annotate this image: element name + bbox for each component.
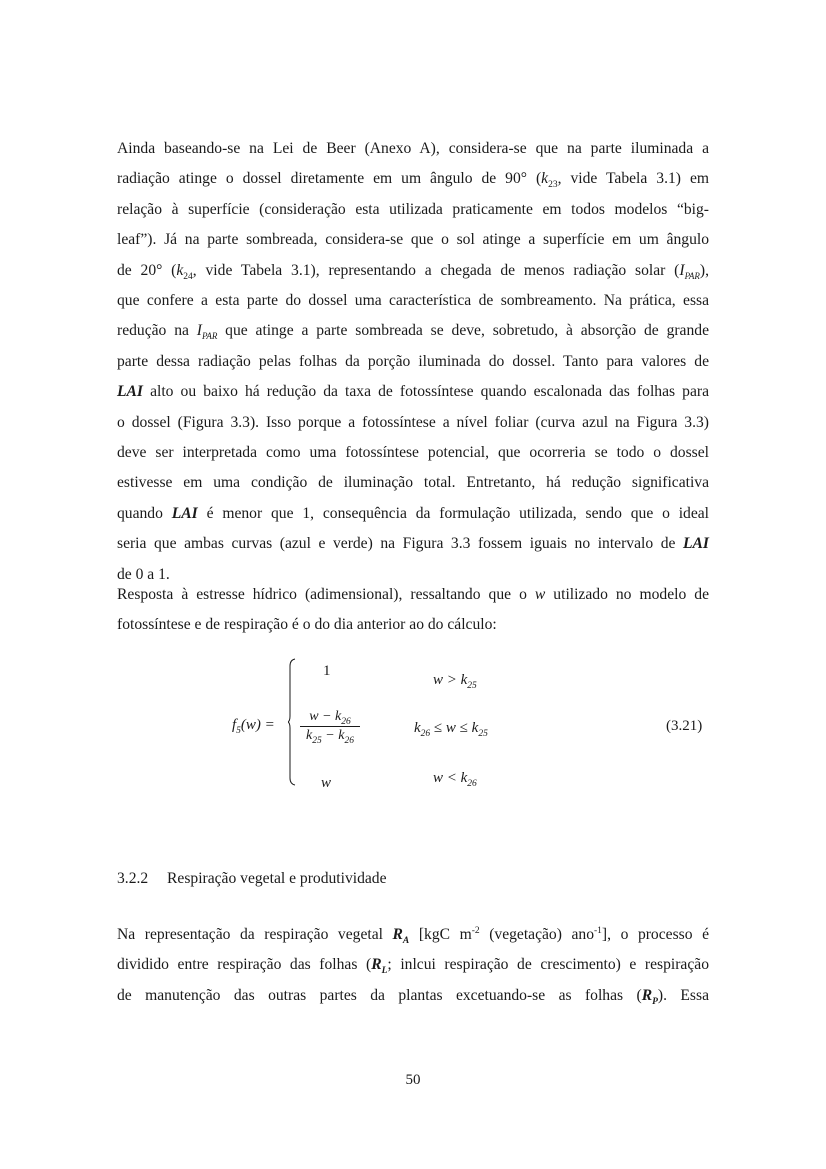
fraction-numerator xyxy=(300,709,360,727)
text-run: seria que ambas curvas (azul e verde) na Figura 3.3 fossem iguais no intervalo de xyxy=(117,535,683,553)
text-line xyxy=(117,580,709,610)
text-line xyxy=(117,920,709,950)
subscript: 25 xyxy=(312,735,322,746)
text-run: ≤ w ≤ k xyxy=(430,720,479,736)
text-run: deve ser interpretada como uma fotossíntese potencial, que ocorreria se todo o dossel xyxy=(117,444,709,462)
superscript: -2 xyxy=(471,925,480,936)
var-I: I xyxy=(196,322,202,340)
text-run: é menor que 1, consequência da formulação utilizada, sendo que o ideal xyxy=(197,504,710,522)
superscript: -1 xyxy=(594,925,602,936)
subscript: P xyxy=(652,996,658,1007)
subscript: 26 xyxy=(467,779,477,789)
section-number: 3.2.2 xyxy=(117,870,149,887)
text-run: k xyxy=(414,720,421,736)
text-line xyxy=(117,316,709,346)
var-LAI: LAI xyxy=(171,504,198,522)
text-run: alto ou baixo há redução da taxa de fotossíntese quando escalonada das folhas para xyxy=(143,383,709,401)
text-run: de 0 a 1. xyxy=(117,565,170,583)
text-run: ), xyxy=(699,261,709,279)
case1-condition xyxy=(433,672,477,689)
text-run: que confere a esta parte do dossel uma característica de sombreamento. Na prática, essa xyxy=(117,292,709,310)
text-run: parte dessa radiação pelas folhas da porção iluminada do dossel. Tanto para valores de xyxy=(117,352,709,370)
text-run: dividido entre respiração das folhas ( xyxy=(117,956,372,974)
text-run: quando xyxy=(117,504,172,522)
text-line xyxy=(117,468,709,498)
var-R: R xyxy=(371,956,382,974)
equation-3-21 xyxy=(0,650,826,800)
case2-condition xyxy=(414,720,488,737)
var-I: I xyxy=(679,261,685,279)
paragraph-water-stress xyxy=(117,580,709,641)
text-run: w − k xyxy=(309,709,342,724)
text-line xyxy=(117,438,709,468)
text-run: Na representação da respiração vegetal xyxy=(117,926,393,943)
subscript: 24 xyxy=(183,271,193,282)
text-run: Ainda baseando-se na Lei de Beer (Anexo A), considera-se que na parte iluminada a xyxy=(117,140,709,157)
text-line xyxy=(117,408,709,438)
case3-value: w xyxy=(321,775,332,791)
section-heading xyxy=(117,870,387,888)
text-run: que atinge a parte sombreada se deve, sobretudo, à absorção de grande xyxy=(217,322,709,340)
text-line xyxy=(117,256,709,286)
left-brace-icon xyxy=(288,658,296,786)
case1-value: 1 xyxy=(323,663,331,679)
var-R: R xyxy=(392,926,403,943)
text-run: de manutenção das outras partes da plantas excetuando-se as folhas ( xyxy=(117,986,642,1004)
text-run: , vide Tabela 3.1), representando a chegada de menos radiação solar ( xyxy=(192,261,680,279)
subscript: 26 xyxy=(344,735,354,746)
equation-lhs xyxy=(232,717,275,734)
text-run: (vegetação) ano xyxy=(479,926,594,943)
section-title: Respiração vegetal e produtividade xyxy=(167,870,387,887)
page-number: 50 xyxy=(405,1072,421,1088)
text-run: ). Essa xyxy=(657,986,709,1004)
text-run: − k xyxy=(321,728,345,743)
text-run: radiação atinge o dossel diretamente em um ângulo de 90° ( xyxy=(117,170,542,188)
text-line xyxy=(117,195,709,225)
text-run: de 20° ( xyxy=(117,261,177,279)
text-line xyxy=(117,286,709,316)
subscript: 25 xyxy=(478,729,488,739)
paragraph-beer-law xyxy=(117,134,709,590)
text-run: w < k xyxy=(433,770,468,786)
text-run: relação à superfície (consideração esta utilizada praticamente em todos modelos “big- xyxy=(117,200,709,218)
case2-fraction xyxy=(300,709,360,744)
case3-condition xyxy=(433,770,477,787)
text-run: redução na xyxy=(117,322,197,340)
subscript: 26 xyxy=(341,716,351,727)
text-line xyxy=(117,950,709,980)
text-run: , vide Tabela 3.1) em xyxy=(557,170,709,188)
text-run: Resposta à estresse hídrico (adimensional), ressaltando que o xyxy=(117,586,535,603)
text-run: ; inlcui respiração de crescimento) e respiração xyxy=(387,956,709,974)
text-line xyxy=(117,610,709,640)
text-run: fotossíntese e de respiração é o do dia anterior ao do cálculo: xyxy=(117,616,497,634)
subscript: 23 xyxy=(548,180,558,191)
var-LAI: LAI xyxy=(117,383,143,401)
text-run: estivesse em uma condição de iluminação total. Entretanto, há redução significativa xyxy=(117,474,709,492)
text-line xyxy=(117,499,709,529)
text-line xyxy=(117,981,709,1011)
text-run: o dossel (Figura 3.3). Isso porque a fotossíntese a nível foliar (curva azul na Figura 3.3) xyxy=(117,413,709,431)
var-k: k xyxy=(176,261,184,279)
text-run: ], o processo é xyxy=(601,926,709,943)
var-R: R xyxy=(641,986,653,1004)
text-line xyxy=(117,225,709,255)
subscript: 5 xyxy=(236,726,241,736)
text-run: leaf”). Já na parte sombreada, considera-se que o sol atinge a superfície em um ângulo xyxy=(117,231,709,249)
var-f: f xyxy=(232,717,237,733)
subscript: PAR xyxy=(201,331,218,342)
equation-number: (3.21) xyxy=(666,718,703,734)
text-line xyxy=(117,347,709,377)
var-k: k xyxy=(541,170,549,188)
subscript: A xyxy=(402,936,410,947)
text-line xyxy=(117,164,709,194)
text-line xyxy=(117,377,709,407)
text-run: (w) = xyxy=(240,717,275,733)
subscript: PAR xyxy=(684,270,700,281)
subscript: 25 xyxy=(467,681,477,691)
subscript: L xyxy=(381,966,388,977)
var-w: w xyxy=(534,586,546,603)
text-line xyxy=(117,529,709,559)
text-run: w > k xyxy=(433,672,468,688)
text-line xyxy=(117,134,709,164)
var-LAI: LAI xyxy=(683,535,709,553)
fraction-denominator xyxy=(300,727,360,744)
text-run: utilizado no modelo de xyxy=(545,586,709,603)
text-run: [kgC m xyxy=(409,926,472,943)
paragraph-plant-respiration xyxy=(117,920,709,1011)
subscript: 26 xyxy=(420,729,431,739)
text-run: k xyxy=(306,728,313,743)
